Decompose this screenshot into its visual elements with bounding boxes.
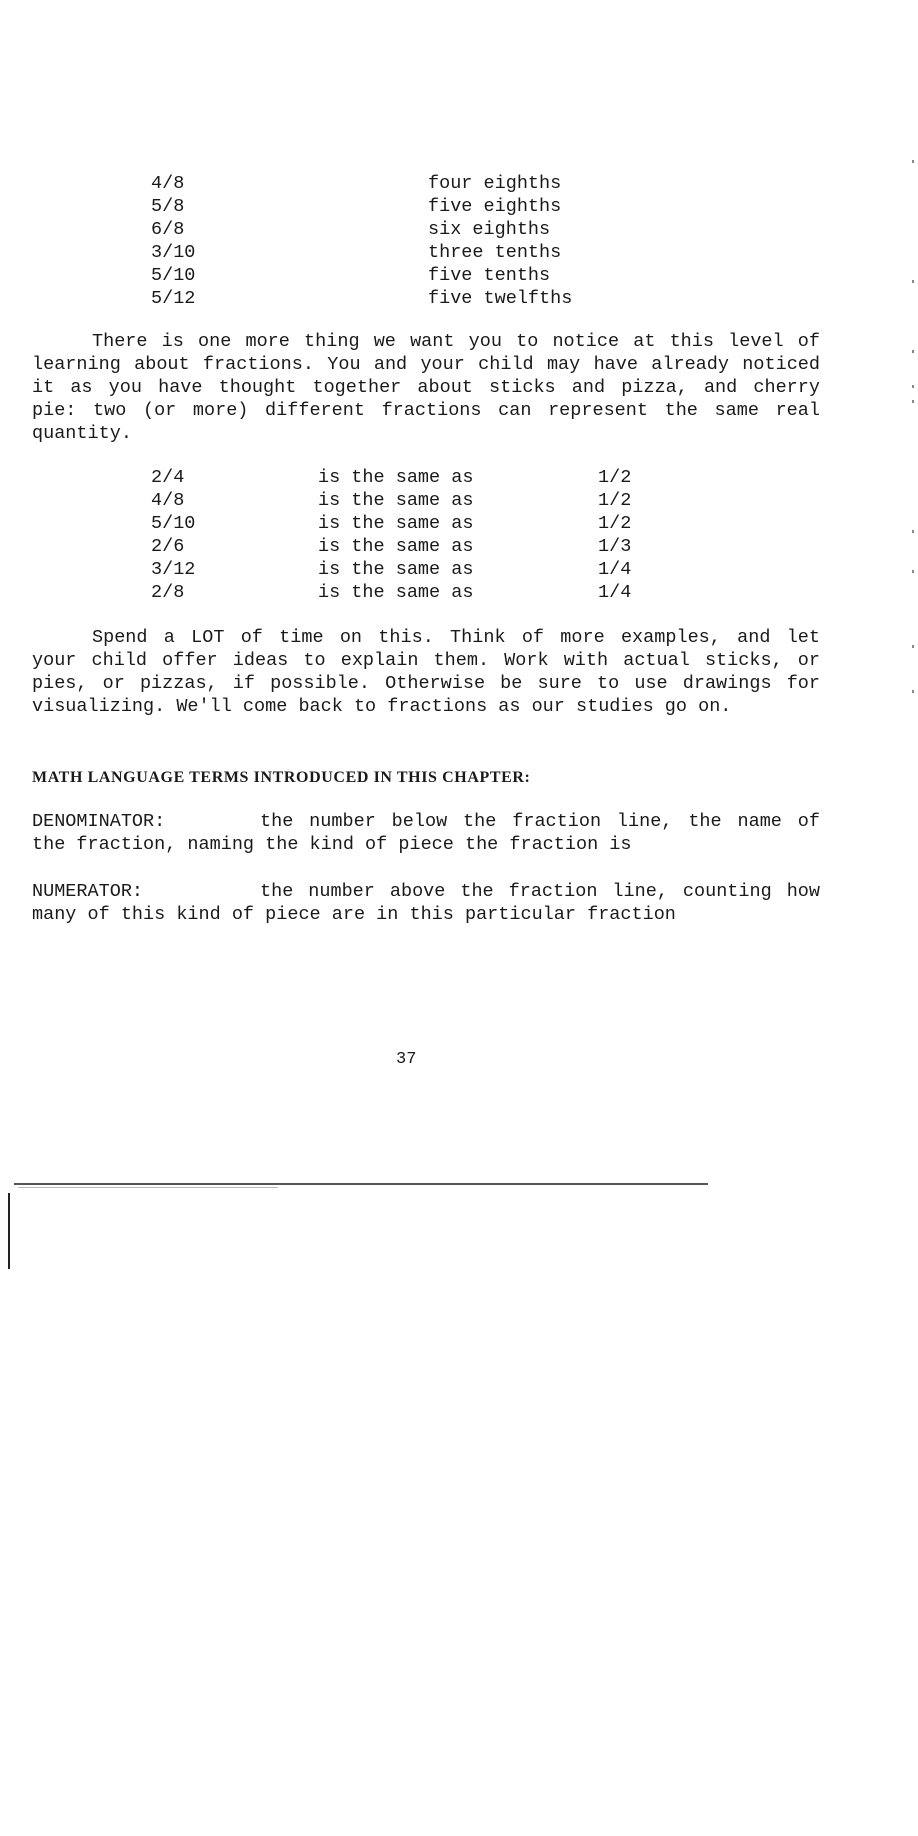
scan-rule-line [14, 1183, 708, 1185]
paragraph-line: your child offer ideas to explain them. Work with actual sticks, or [32, 650, 820, 671]
scan-rule-line [18, 1187, 278, 1188]
fraction-cell: 5/10 [151, 265, 196, 286]
scan-speck [912, 350, 914, 353]
fraction-cell: 3/10 [151, 242, 196, 263]
fraction-name-cell: six eighths [428, 219, 551, 240]
scan-speck [912, 645, 914, 648]
term-numerator [32, 880, 820, 926]
paragraph-line: learning about fractions. You and your child may have already noticed [32, 354, 820, 375]
scan-edge-specks [908, 160, 918, 720]
fraction-name-cell: five eighths [428, 196, 562, 217]
term-definition-line: the number below the fraction line, the name of [260, 811, 820, 832]
fraction-cell: 4/8 [151, 173, 185, 194]
paragraph-line: pies, or pizzas, if possible. Otherwise be sure to use drawings for [32, 673, 820, 694]
equivalence-right: 1/4 [598, 582, 632, 603]
equivalence-right: 1/2 [598, 467, 632, 488]
equivalence-left: 2/8 [151, 582, 185, 603]
scan-speck [912, 385, 914, 388]
paragraph-line: pie: two (or more) different fractions can represent the same real [32, 400, 820, 421]
scan-speck [912, 530, 914, 533]
fraction-name-cell: five twelfths [428, 288, 573, 309]
equivalence-right: 1/2 [598, 490, 632, 511]
equivalence-right: 1/3 [598, 536, 632, 557]
term-definition-line: many of this kind of piece are in this particular fraction [32, 904, 676, 925]
term-label: NUMERATOR: [32, 881, 144, 902]
term-definition-line: the fraction, naming the kind of piece the fraction is [32, 834, 632, 855]
fraction-name-cell: five tenths [428, 265, 551, 286]
equivalence-left: 2/6 [151, 536, 185, 557]
paragraph-line: Spend a LOT of time on this. Think of more examples, and let [92, 627, 820, 648]
paragraph-line: visualizing. We'll come back to fractions as our studies go on. [32, 696, 732, 717]
scan-speck [912, 570, 914, 573]
paragraph-line: it as you have thought together about sticks and pizza, and cherry [32, 377, 820, 398]
fraction-cell: 6/8 [151, 219, 185, 240]
equivalence-right: 1/2 [598, 513, 632, 534]
paragraph-line: There is one more thing we want you to notice at this level of [92, 331, 820, 352]
equivalence-phrase: is the same as [318, 513, 474, 534]
fraction-name-cell: three tenths [428, 242, 562, 263]
equivalence-left: 5/10 [151, 513, 196, 534]
paragraph-equivalent-fractions [32, 330, 820, 445]
equivalence-right: 1/4 [598, 559, 632, 580]
scan-margin-bar [8, 1193, 10, 1269]
equivalence-phrase: is the same as [318, 582, 474, 603]
equivalence-left: 3/12 [151, 559, 196, 580]
fraction-cell: 5/8 [151, 196, 185, 217]
scan-speck [912, 690, 914, 693]
paragraph-line: quantity. [32, 423, 132, 444]
scan-speck [912, 280, 914, 283]
fraction-cell: 5/12 [151, 288, 196, 309]
equivalence-left: 2/4 [151, 467, 185, 488]
equivalence-phrase: is the same as [318, 467, 474, 488]
section-heading: MATH LANGUAGE TERMS INTRODUCED IN THIS CHAPTER: [32, 769, 531, 786]
equivalence-phrase: is the same as [318, 559, 474, 580]
paragraph-practice [32, 626, 820, 718]
term-denominator [32, 810, 820, 856]
term-label: DENOMINATOR: [32, 811, 166, 832]
scan-speck [912, 400, 914, 403]
page-number: 37 [396, 1050, 417, 1069]
fraction-name-cell: four eighths [428, 173, 562, 194]
equivalence-left: 4/8 [151, 490, 185, 511]
scan-speck [912, 160, 914, 163]
term-definition-line: the number above the fraction line, counting how [260, 881, 820, 902]
equivalence-phrase: is the same as [318, 490, 474, 511]
equivalence-phrase: is the same as [318, 536, 474, 557]
